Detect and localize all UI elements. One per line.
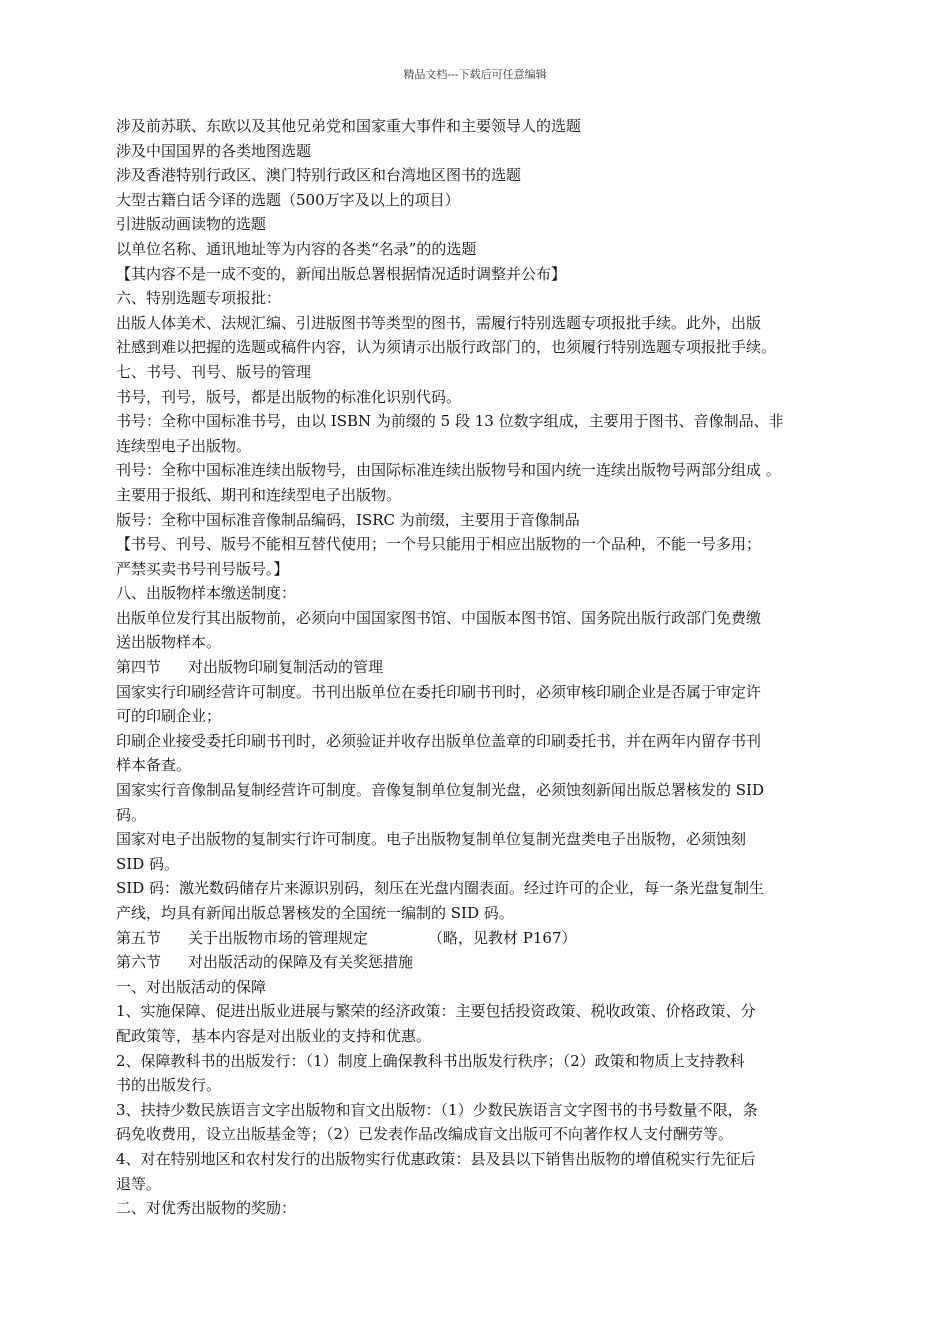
text-line: 3、扶持少数民族语言文字出版物和盲文出版物：（1）少数民族语言文字图书的书号数量不限，条 [116,1100,758,1119]
section-heading: 七、书号、刊号、版号的管理 [116,362,312,381]
section-5-heading [116,926,840,951]
text-line: 可的印刷企业； [116,707,222,726]
text-line: 1、实施保障、促进出版业进展与繁荣的经济政策：主要包括投资政策、税收政策、价格政策、分 [116,1002,756,1021]
text-line: 出版人体美术、法规汇编、引进版图书等类型的图书，需履行特别选题专项报批手续。此外，出版 [116,313,762,332]
page-header: 精品文档---下载后可任意编辑 [403,68,547,81]
text-line: 主要用于报纸、期刊和连续型电子出版物。 [116,485,402,504]
text-line: 产线，均具有新闻出版总署核发的全国统一编制的 SID 码。 [116,904,514,922]
text-line: 社感到难以把握的选题或稿件内容，认为须请示出版行政部门的，也须履行特别选题专项报批手续。 [116,338,777,357]
text-line: 国家实行音像制品复制经营许可制度。音像复制单位复制光盘，必须蚀刻新闻出版总署核发的 SID [116,781,764,800]
text-line: 版号：全称中国标准音像制品编码，ISRC 为前缀，主要用于音像制品 [116,510,580,529]
section-heading: 六、特别选题专项报批： [116,289,282,308]
text-line: 书号：全称中国标准书号，由以 ISBN 为前缀的 5 段 13 位数字组成，主要用于图书、音像制品、非 [116,412,784,431]
text-line: SID 码。 [116,854,179,873]
text-line: 刊号：全称中国标准连续出版物号，由国际标准连续出版物号和国内统一连续出版物号两部分组成 。 [116,461,781,480]
text-line: 【其内容不是一成不变的，新闻出版总署根据情况适时调整并公布】 [116,264,567,283]
text-line: 印刷企业接受委托印刷书刊时，必须验证并收存出版单位盖章的印刷委托书，并在两年内留存书刊 [116,731,762,750]
text-line: 【书号、刊号、版号不能相互替代使用；一个号只能用于相应出版物的一个品种，不能一号多用； [116,535,762,554]
section-heading: 八、出版物样本缴送制度： [116,584,297,603]
section-6-title: 对出版活动的保障及有关奖惩措施 [188,953,414,972]
text-line: 2、保障教科书的出版发行：（1）制度上确保教科书出版发行秩序；（2）政策和物质上支持教科 [116,1051,745,1070]
section-6-heading [116,950,840,975]
text-line: 引进版动画读物的选题 [116,215,267,234]
text-line: 涉及前苏联、东欧以及其他兄弟党和国家重大事件和主要领导人的选题 [116,117,582,135]
text-line: 退等。 [116,1174,162,1193]
section-6-label: 第六节 [116,953,162,972]
text-line: 以单位名称、通讯地址等为内容的各类“名录”的的选题 [116,239,477,258]
section-heading: 一、对出版活动的保障 [116,977,267,996]
section-4-label: 第四节 [116,658,162,677]
text-line: 书号，刊号，版号，都是出版物的标准化识别代码。 [116,387,462,406]
text-line: SID 码：激光数码储存片来源识别码，刻压在光盘内圈表面。经过许可的企业，每一条光盘复制生 [116,879,764,898]
text-line: 涉及香港特别行政区、澳门特别行政区和台湾地区图书的选题 [116,166,522,185]
text-line: 连续型电子出版物。 [116,436,252,455]
text-line: 国家对电子出版物的复制实行许可制度。电子出版物复制单位复制光盘类电子出版物，必须蚀刻 [116,830,747,849]
section-5-note: （略，见教材 P167） [428,928,577,947]
text-line: 送出版物样本。 [116,633,222,652]
text-line: 出版单位发行其出版物前，必须向中国国家图书馆、中国版本图书馆、国务院出版行政部门免费缴 [116,608,762,627]
text-line: 涉及中国国界的各类地图选题 [116,141,312,160]
text-line: 4、对在特别地区和农村发行的出版物实行优惠政策：县及县以下销售出版物的增值税实行先征后 [116,1149,756,1168]
text-line: 样本备查。 [116,756,192,775]
text-line: 大型古籍白话今译的选题（500万字及以上的项目） [116,190,460,209]
text-line: 书的出版发行。 [116,1076,222,1095]
text-line: 严禁买卖书号刊号版号。】 [116,559,289,578]
section-4-heading [116,655,840,680]
text-line: 国家实行印刷经营许可制度。书刊出版单位在委托印刷书刊时，必须审核印刷企业是否属于审定许 [116,682,762,701]
section-5-label: 第五节 [116,928,162,947]
section-5-title: 关于出版物市场的管理规定 [188,928,369,947]
section-4-title: 对出版物印刷复制活动的管理 [188,658,384,677]
document-body [116,114,840,1221]
text-line: 配政策等，基本内容是对出版业的支持和优惠。 [116,1026,432,1045]
section-heading: 二、对优秀出版物的奖励： [116,1199,297,1218]
text-line: 码免收费用，设立出版基金等；（2）已发表作品改编成盲文出版可不向著作权人支付酬劳等。 [116,1125,734,1144]
text-line: 码。 [116,805,147,824]
